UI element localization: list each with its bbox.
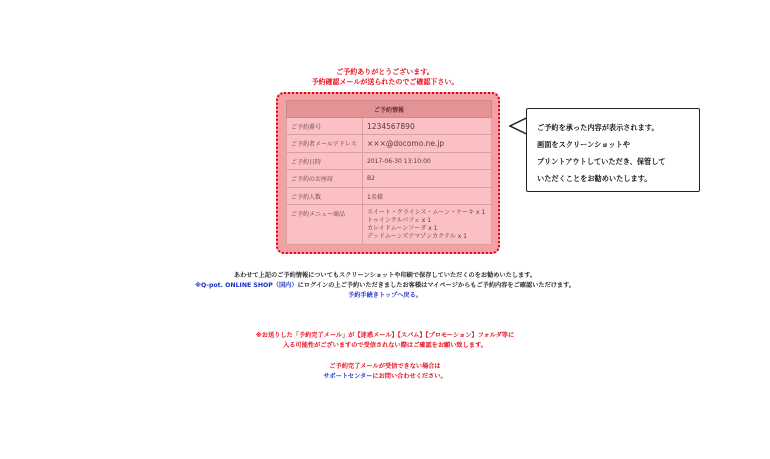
mypage-notice-text: にログインの上ご予約いただきましたお客様はマイページからもご予約内容をご確認いただけます。 xyxy=(297,282,575,289)
spam-warning-line1: ※お送りした「予約完了メール」が【迷惑メール】【スパム】【プロモーション】フォルダ等に xyxy=(255,332,515,339)
table-row xyxy=(287,170,492,188)
reservation-number-label: ご予約番号 xyxy=(287,118,363,135)
datetime-label: ご予約日時 xyxy=(287,153,363,170)
party-size-label: ご予約人数 xyxy=(287,188,363,205)
spam-warning-line2: 入る可能性がございますので受信されない際はご確認をお願い致します。 xyxy=(283,342,487,349)
seat-label: ご予約のお座席 xyxy=(287,170,363,188)
table-row xyxy=(287,118,492,135)
reservation-frame xyxy=(276,92,500,254)
table-header-row xyxy=(287,101,492,118)
explanation-callout xyxy=(526,108,700,192)
table-title: ご予約情報 xyxy=(287,101,492,118)
support-notice-line2 xyxy=(0,372,770,382)
mypage-notice xyxy=(0,281,770,291)
seat-value: B2 xyxy=(363,170,492,188)
menu-item: デッドムーンズアマゾンカクテル x 1 xyxy=(367,232,467,240)
callout-line: いただくことをお勧めいたします。 xyxy=(537,174,652,183)
email-value: ×××@docomo.ne.jp xyxy=(363,135,492,153)
back-to-top-link[interactable]: 予約手続きトップへ戻る。 xyxy=(348,292,422,299)
email-label: ご予約者メールアドレス xyxy=(287,135,363,153)
support-contact-text: にお問い合わせください。 xyxy=(372,373,447,380)
save-recommendation: あわせて上記のご予約情報についてもスクリーンショットや印刷で保存していただくのをお勧めいたします。 xyxy=(233,272,537,279)
email-sent-message: 予約確認メールが送られたのでご確認下さい。 xyxy=(311,78,459,86)
menu-item: トゥインクルパフェ x 1 xyxy=(367,216,432,224)
reservation-table xyxy=(286,100,492,245)
menu-label: ご予約メニュー商品 xyxy=(287,205,363,245)
support-center-link[interactable]: サポートセンター xyxy=(323,373,373,380)
party-size-value: 1名様 xyxy=(363,188,492,205)
table-row xyxy=(287,205,492,245)
menu-item: スイート・クライシス・ムーン・ケーキ x 1 xyxy=(367,208,486,216)
thanks-message: ご予約ありがとうございます。 xyxy=(336,68,434,76)
callout-line: 画面をスクリーンショットや xyxy=(537,140,630,149)
menu-items xyxy=(363,205,492,245)
table-row xyxy=(287,188,492,205)
table-row xyxy=(287,153,492,170)
note-mark: ※ xyxy=(195,282,202,289)
menu-item: カレイドムーンソーダ x 1 xyxy=(367,224,438,232)
callout-line: ご予約を承った内容が表示されます。 xyxy=(537,123,659,132)
table-row xyxy=(287,135,492,153)
online-shop-link[interactable]: Q-pot. ONLINE SHOP（国内） xyxy=(201,282,298,289)
reservation-number-value: 1234567890 xyxy=(363,118,492,135)
datetime-value: 2017-06-30 13:10:00 xyxy=(363,153,492,170)
callout-line: プリントアウトしていただき、保管して xyxy=(537,157,666,166)
support-notice-line1: ご予約完了メールが受信できない場合は xyxy=(329,363,441,370)
